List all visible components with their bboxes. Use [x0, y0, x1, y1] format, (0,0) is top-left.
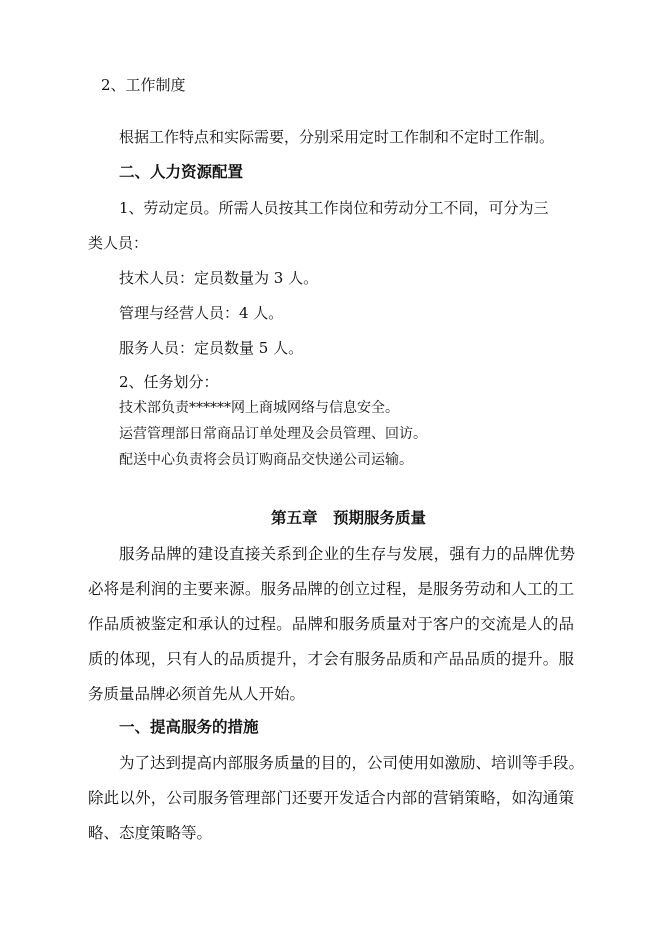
- service-staff-line: 服务人员：定员数量 5 人。: [119, 339, 304, 357]
- chapter-title: 第五章 预期服务质量: [271, 508, 427, 527]
- chapter-para-1-line-5: 务质量品牌必须首先从人开始。: [88, 685, 306, 703]
- section-work-system-body: 根据工作特点和实际需要，分别采用定时工作制和不定时工作制。: [119, 128, 555, 146]
- task-ops-line: 运营管理部日常商品订单处理及会员管理、回访。: [119, 426, 427, 442]
- tech-staff-line: 技术人员：定员数量为 3 人。: [119, 269, 319, 287]
- chapter-para-1-line-3: 作品质被鉴定和承认的过程。品牌和服务质量对于客户的交流是人的品: [88, 615, 574, 633]
- chapter-para-1-line-4: 质的体现，只有人的品质提升，才会有服务品质和产品品质的提升。服: [88, 650, 574, 668]
- tasks-heading: 2、任务划分：: [119, 373, 219, 391]
- task-tech-line: 技术部负责******网上商城网络与信息安全。: [119, 400, 399, 416]
- section-hr-heading: 二、人力资源配置: [119, 162, 244, 181]
- chapter-para-2-line-1: 为了达到提高内部服务质量的目的，公司使用如激励、培训等手段。: [119, 754, 585, 772]
- staffing-line-2: 类人员：: [88, 234, 149, 252]
- task-delivery-line: 配送中心负责将会员订购商品交快递公司运输。: [119, 452, 413, 468]
- staffing-line-1: 1、劳动定员。所需人员按其工作岗位和劳动分工不同，可分为三: [119, 199, 549, 217]
- measures-heading: 一、提高服务的措施: [119, 717, 259, 736]
- chapter-para-2-line-3: 略、态度策略等。: [88, 824, 213, 842]
- chapter-para-2-line-2: 除此以外，公司服务管理部门还要开发适合内部的营销策略，如沟通策: [88, 789, 574, 807]
- section-work-system-heading: 2、工作制度: [101, 76, 186, 94]
- chapter-para-1-line-2: 必将是利润的主要来源。服务品牌的创立过程，是服务劳动和人工的工: [88, 580, 574, 598]
- chapter-para-1-line-1: 服务品牌的建设直接关系到企业的生存与发展，强有力的品牌优势: [119, 545, 575, 563]
- mgmt-staff-line: 管理与经营人员：4 人。: [119, 304, 284, 322]
